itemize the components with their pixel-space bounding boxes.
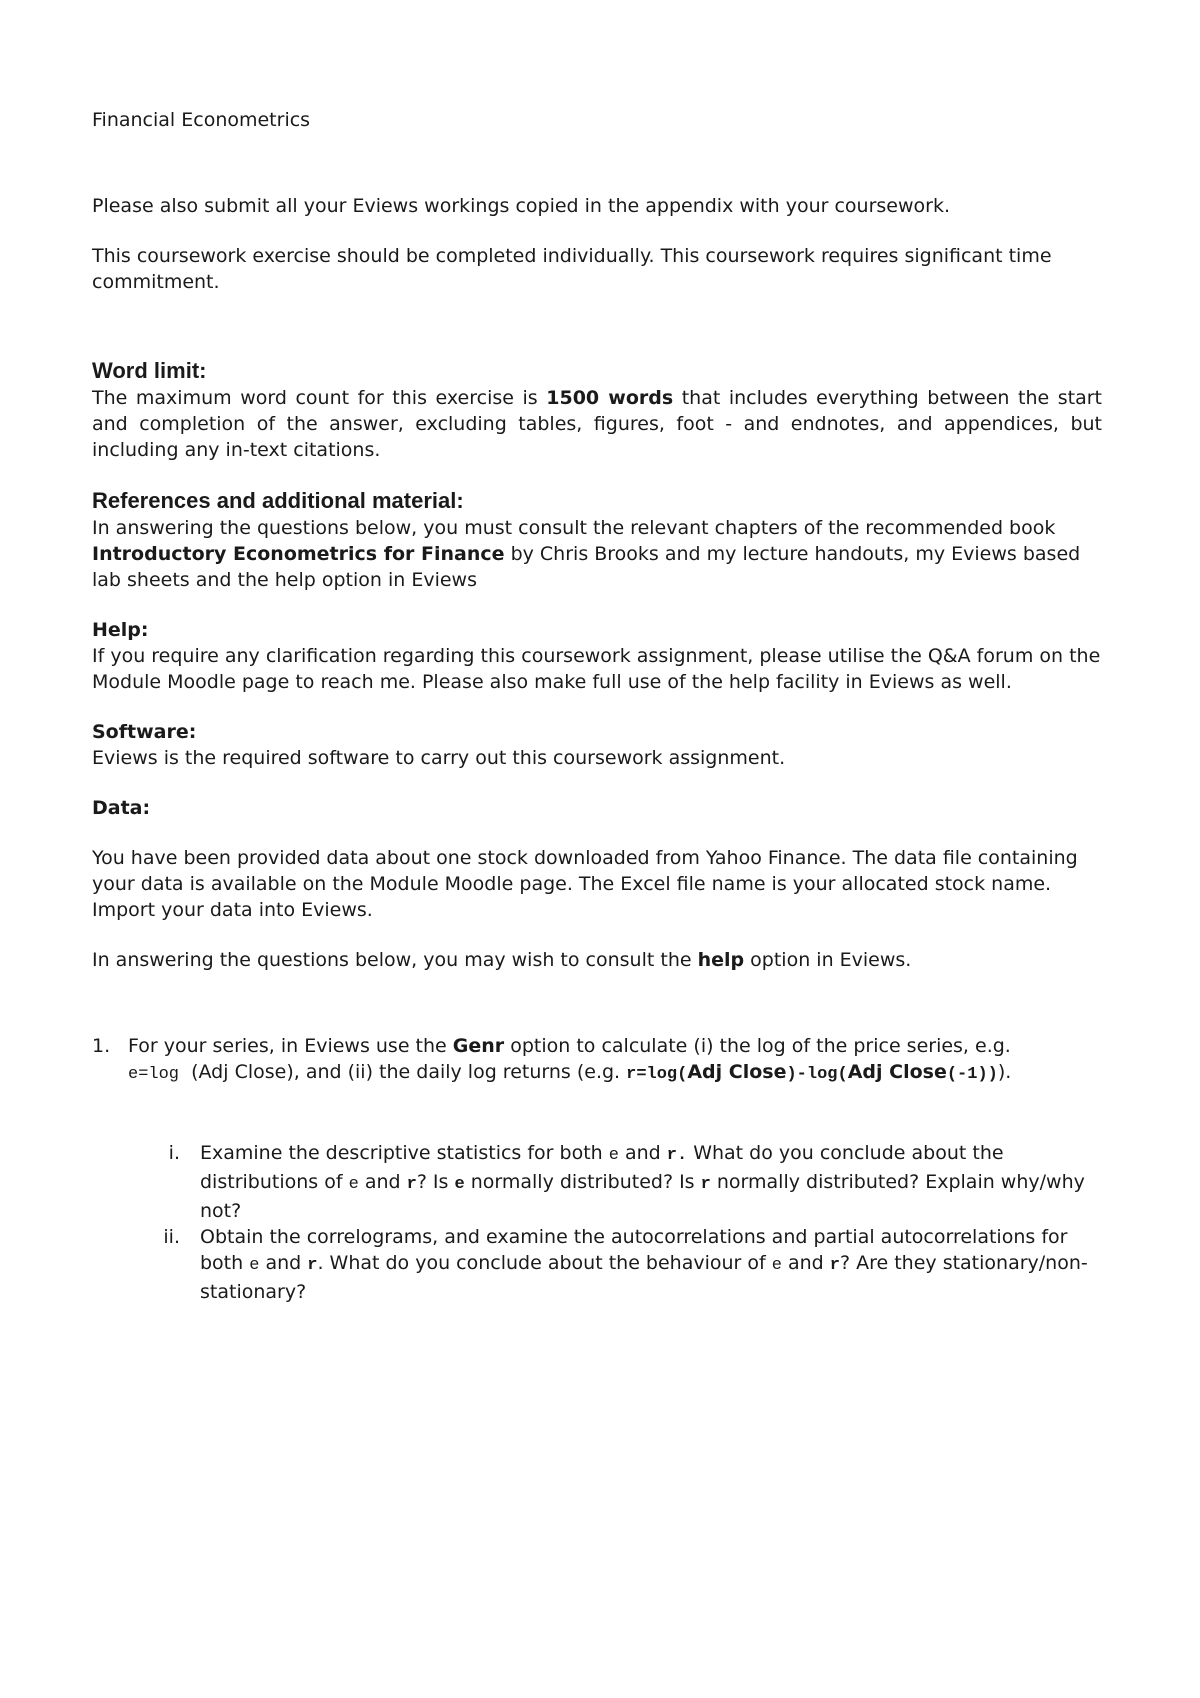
var-r: r [406,1175,417,1194]
subitem-text [200,1224,1102,1305]
question-1-text-d: ). [997,1061,1012,1083]
question-1-text [128,1033,1102,1088]
subitem-i-part-4: and [358,1171,407,1193]
data-text: You have been provided data about one stock downloaded from Yahoo Finance. The data file containing your data is available on the Module Moodle page. The Excel file name is your allocated stock name. Import your data into Eviews. [92,847,1078,921]
var-r: r [307,1256,318,1275]
question-1-text-a: For your series, in Eviews use the [128,1035,453,1057]
word-limit-heading: Word limit: [92,358,207,383]
formula-returns-part-a: r=log( [626,1065,688,1084]
formula-returns-part-c: )-log( [786,1065,848,1084]
var-r: r. [666,1146,688,1165]
intro-paragraph-1: Please also submit all your Eviews workings copied in the appendix with your coursework. [92,195,950,217]
question-1-subitem-i [168,1140,1102,1224]
references-text-after: by Chris Brooks and my lecture handouts, my Eviews based lab sheets and the help option in Eviews [92,543,1081,591]
subitem-i-part-6: normally distributed? Is [464,1171,701,1193]
software-heading: Software: [92,721,197,743]
word-limit-text-before: The maximum word count for this exercise is [92,387,547,409]
subitem-text [200,1140,1102,1224]
data-heading: Data: [92,797,151,819]
question-1-number: 1. [92,1035,111,1057]
var-r: r [829,1256,840,1275]
subitem-ii-part-5: ? Are they stationary/non-stationary? [200,1252,1088,1303]
formula-returns-part-d: Adj Close [847,1061,947,1083]
var-e: e [454,1175,465,1194]
question-1-subitems [128,1140,1102,1305]
data-section [92,795,1102,973]
formula-log-price-code: e=log [128,1065,180,1084]
subitem-label: ii. [163,1226,180,1248]
help-section [92,617,1102,695]
formula-returns-part-b: Adj Close [687,1061,787,1083]
var-r: r [700,1175,711,1194]
formula-log-price-arg: (Adj Close) [191,1061,294,1083]
word-limit-text [92,385,1102,463]
references-heading: References and additional material: [92,488,464,513]
formula-returns-part-e: (-1)) [946,1065,998,1084]
subitem-i-part-3: What do you conclude about the distributions of [200,1142,1004,1193]
subitem-i-part-5: ? Is [416,1171,455,1193]
question-1-text-c: , and (ii) the daily log returns (e.g. [293,1061,627,1083]
help-heading: Help: [92,619,149,641]
question-1-text-b: option to calculate (i) the log of the price series, e.g. [504,1035,1011,1057]
subitem-ii-part-2: and [259,1252,308,1274]
references-text-before: In answering the questions below, you must consult the relevant chapters of the recommended book [92,517,1056,539]
subitem-ii-part-1: Obtain the correlograms, and examine the autocorrelations and partial autocorrelations for both [200,1226,1068,1274]
document-body [92,107,1102,1305]
subitem-ii-part-3: . What do you conclude about the behaviour of [317,1252,772,1274]
software-section [92,719,1102,771]
subitem-i-part-7: normally distributed? Explain why/why not? [200,1171,1085,1222]
data-consult-after: option in Eviews. [744,949,912,971]
subitem-i-part-2: and [618,1142,667,1164]
intro-paragraph-2: This coursework exercise should be completed individually. This coursework requires significant time commitment. [92,245,1052,293]
var-e: e [608,1146,619,1165]
subitem-ii-part-4: and [781,1252,830,1274]
data-consult-help: help [697,949,745,971]
word-limit-section [92,357,1102,463]
question-1 [92,1033,1102,1305]
references-section [92,487,1102,593]
word-limit-text-after: that includes everything between the start and completion of the answer, excluding tables, figures, foot - and endnotes, and appendices, but including any in-text citations. [92,387,1102,461]
word-limit-count: 1500 words [546,387,674,409]
help-text: If you require any clarification regarding this coursework assignment, please utilise the Q&A forum on the Module Moodle page to reach me. Please also make full use of the help facility in Eviews as well. [92,645,1101,693]
software-text: Eviews is the required software to carry out this coursework assignment. [92,747,786,769]
var-e: e [249,1256,260,1275]
question-1-subitem-ii [163,1224,1102,1305]
data-consult-text [92,947,1102,973]
subitem-i-part-1: Examine the descriptive statistics for both [200,1142,609,1164]
subitem-label: i. [168,1142,180,1164]
genr-keyword: Genr [452,1035,505,1057]
data-consult-before: In answering the questions below, you may wish to consult the [92,949,698,971]
var-e: e [348,1175,359,1194]
references-text [92,515,1102,593]
references-book-title: Introductory Econometrics for Finance [92,543,505,565]
document-title: Financial Econometrics [92,109,311,131]
var-e: e [771,1256,782,1275]
